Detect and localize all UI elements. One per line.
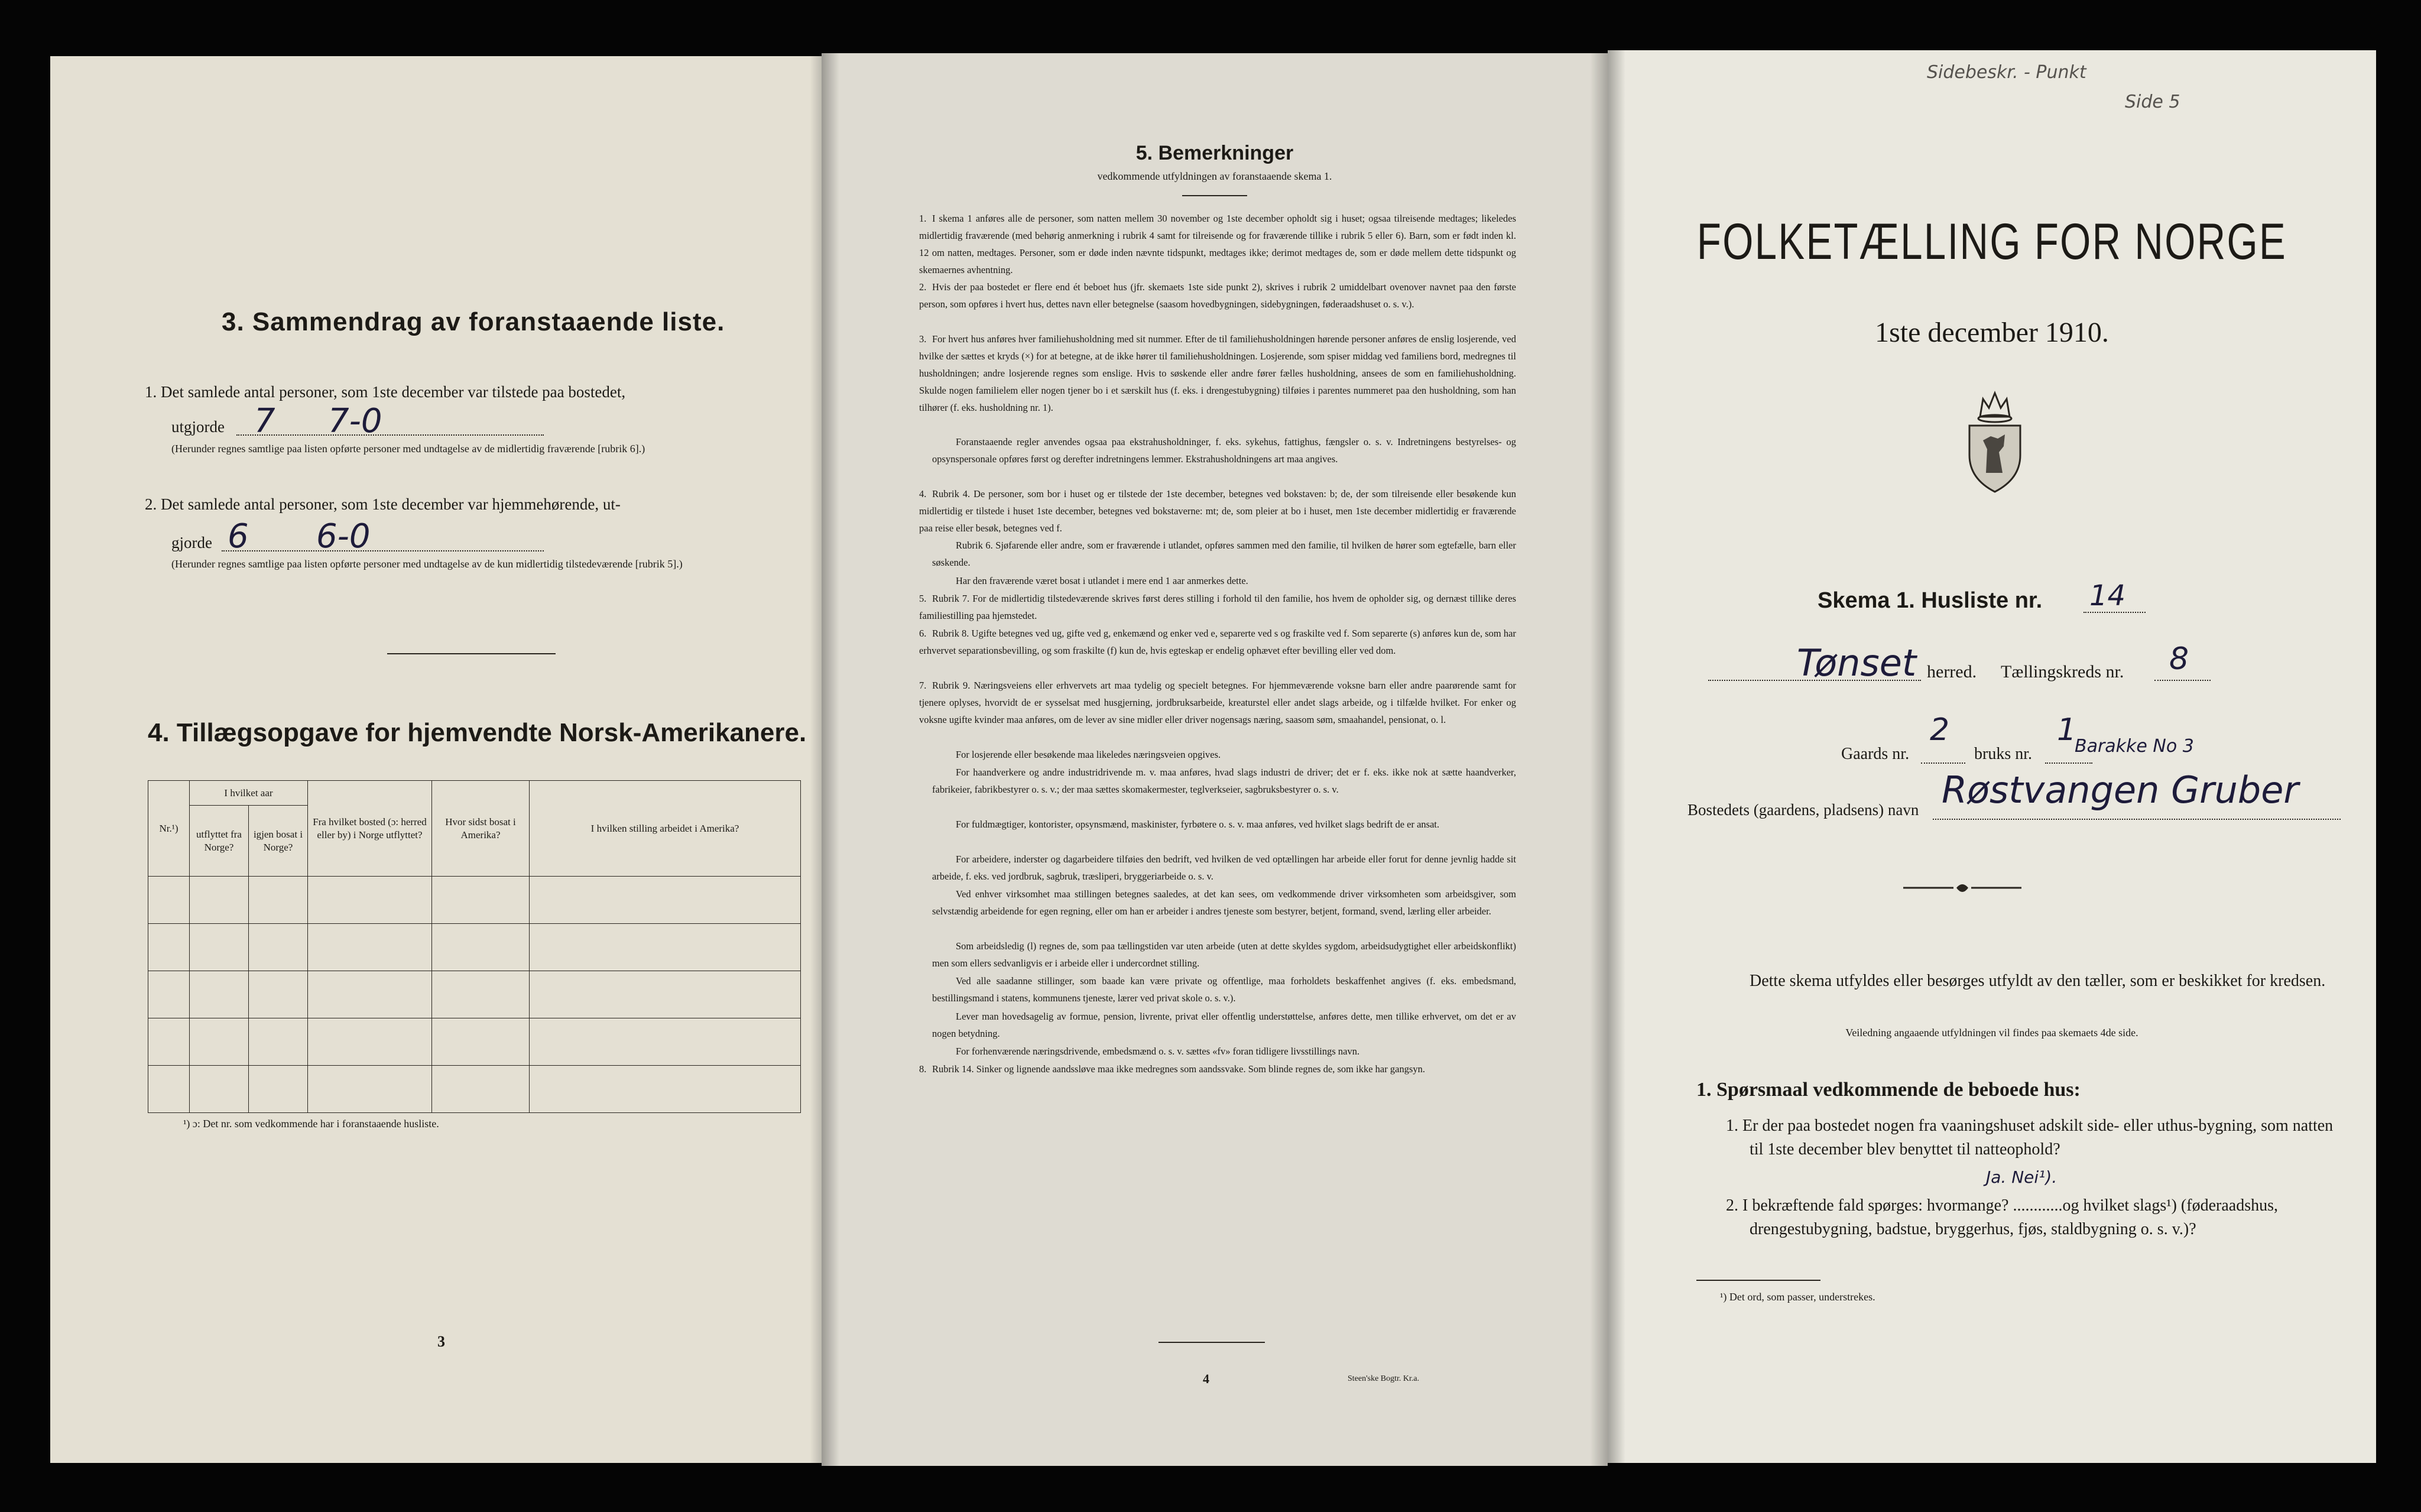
remark-text: Hvis der paa bostedet er flere end ét beboet hus (jfr. skemaets 1ste side punkt 2), skrives i rubrik 2 umiddelbart ovenover navnet paa den første person, som opføres i hvert hus, dettes navn eller betegnelse (saasom hovedbygningen, sidebygningen, føderaadshuset o. s. v.). xyxy=(919,281,1516,310)
question-2: 2. I bekræftende fald spørges: hvormange? ............og hvilket slags¹) (føderaadshus, drengestubygning, badstue, bryggerhus, fjøs, staldbygning o. s. v.)? xyxy=(1726,1196,2278,1238)
remark-number: 5. xyxy=(919,593,927,605)
remark-paragraph xyxy=(919,278,1516,313)
remark-paragraph xyxy=(919,746,1516,763)
kreds-label: Tællingskreds nr. xyxy=(2001,662,2124,682)
remark-paragraph xyxy=(919,625,1516,659)
col-utflyttet: utflyttet fra Norge? xyxy=(190,806,249,877)
form-title: FOLKETÆLLING FOR NORGE xyxy=(1696,213,2287,270)
summary-item-2-note: (Herunder regnes samtlige paa listen opførte personer med undtagelse av de kun midlertidig tilstedeværende [rubrik 5].) xyxy=(171,558,683,570)
remark-paragraph xyxy=(919,677,1516,728)
remark-paragraph xyxy=(919,572,1516,589)
remark-text: Rubrik 7. For de midlertidig tilstedeværende skrives først deres stilling i forhold til den familie, hos hvem de opholder sig, og dernæst tillike deres familiestilling paa hjemstedet. xyxy=(919,593,1516,622)
col-stilling: I hvilken stilling arbeidet i Amerika? xyxy=(530,781,801,877)
questions-heading: 1. Spørsmaal vedkommende de beboede hus: xyxy=(1696,1079,2081,1101)
remark-text: For arbeidere, inderster og dagarbeidere tilføies den bedrift, ved hvilken de ved optællingen har arbeide eller forut for denne jevnlig hadde sit arbeide, f. eks. ved jordbruk, sagbruk, træsliperi, bryggeriarbeide o. s. v. xyxy=(932,854,1516,882)
remark-paragraph xyxy=(919,1060,1516,1078)
remark-paragraph xyxy=(919,330,1516,416)
page-middle xyxy=(822,53,1608,1466)
summary-item-1-label: utgjorde xyxy=(171,418,225,436)
fold-shadow-left xyxy=(822,53,839,1466)
page-number-4: 4 xyxy=(1203,1371,1209,1386)
gaards-value: 2 xyxy=(1930,712,1950,748)
herred-value: Tønset xyxy=(1797,641,1917,684)
summary-item-2: 2. Det samlede antal personer, som 1ste december var hjemmehørende, ut- xyxy=(145,495,621,513)
summary-item-1: 1. Det samlede antal personer, som 1ste december var tilstede paa bostedet, xyxy=(145,383,626,401)
remark-text: Rubrik 6. Sjøfarende eller andre, som er fraværende i utlandet, opføres sammen med den familie, til hvilken de hører som egtefælle, barn eller søskende. xyxy=(932,540,1516,569)
kreds-value: 8 xyxy=(2169,641,2189,677)
remark-number: 7. xyxy=(919,680,927,692)
remark-text: For fuldmægtiger, kontorister, opsynsmænd, maskinister, fyrbøtere o. s. v. maa anføres, ved hvilket slags bedrift de er ansat. xyxy=(956,819,1440,830)
remark-paragraph xyxy=(919,885,1516,920)
remark-paragraph xyxy=(919,1008,1516,1042)
gaards-label: Gaards nr. xyxy=(1841,745,1910,763)
col-igjen: igjen bosat i Norge? xyxy=(249,806,308,877)
answer-2-value: 6 xyxy=(228,517,249,556)
remark-text: Ved enhver virksomhet maa stillingen betegnes saaledes, at det kan sees, om vedkommende driver virksomheten som arbeidsgiver, som selvstændig arbeidende for egen regning, eller om han er arbeider i andres tjeneste som bestyrer, betjent, formand, svend, lærling eller arbeider. xyxy=(932,888,1516,917)
bosted-value: Røstvangen Gruber xyxy=(1942,768,2299,812)
table-row xyxy=(148,877,801,924)
table-row xyxy=(148,1018,801,1066)
table-row xyxy=(148,971,801,1018)
kreds-line xyxy=(2154,680,2211,681)
bruks-value: 1 xyxy=(2057,712,2077,748)
remark-text: Rubrik 9. Næringsveiens eller erhvervets art maa tydelig og specielt betegnes. For hjemmeværende voksne barn eller andre paarørende samt for tjenere oplyses, hvorvidt de er sysselsat med husgjerning, jordbruksarbeide, kreaturstel eller andet slags arbeide, og i tilfælde hvilket. For enker og voksne ugifte kvinder maa anføres, om de lever av sine midler eller driver nogensags næring, saasom søm, smaahandel, pensionat, o. l. xyxy=(919,680,1516,726)
col-group-aar: I hvilket aar xyxy=(190,781,308,806)
bosted-label: Bostedets (gaardens, pladsens) navn xyxy=(1687,801,1919,819)
col-sidst: Hvor sidst bosat i Amerika? xyxy=(432,781,530,877)
herred-label: herred. xyxy=(1927,662,1977,682)
norsk-amerikanere-table xyxy=(148,780,801,1113)
remark-text: For haandverkere og andre industridrivende m. v. maa anføres, hvad slags industri de driver; det er f. eks. ikke nok at sætte haandverker, fabrikeier, fabrikbestyrer o. s. v.; der maa sættes skomakermester, teglverkseier, sagbruksbestyrer o. s. v. xyxy=(932,767,1516,796)
instruction-text: Dette skema utfyldes eller besørges utfyldt av den tæller, som er beskikket for kredsen. xyxy=(1750,972,2326,990)
remark-number: 8. xyxy=(919,1063,927,1075)
instruction-note: Veiledning angaaende utfyldningen vil findes paa skemaets 4de side. xyxy=(1845,1027,2138,1039)
husliste-nr-value: 14 xyxy=(2089,579,2126,612)
remark-text: For forhenværende næringsdrivende, embedsmænd o. s. v. sættes «fv» foran tidligere livsstillings navn. xyxy=(956,1045,1360,1057)
table-row xyxy=(148,924,801,971)
remarks-title: 5. Bemerkninger xyxy=(1135,142,1294,164)
ornament-divider-icon xyxy=(1903,881,2021,898)
page-number-3: 3 xyxy=(437,1333,445,1350)
remark-number: 4. xyxy=(919,488,927,499)
remark-number: 1. xyxy=(919,213,927,224)
col-bosted: Fra hvilket bosted (ɔ: herred eller by) i Norge utflyttet? xyxy=(308,781,432,877)
remark-text: I skema 1 anføres alle de personer, som natten mellem 30 november og 1ste december opholdt sig i huset; ogsaa tilreisende medtages; likeledes midlertidig fraværende (med behørig anmerkning i rubrik 4 samt for tilreisende og for fraværende tillike i rubrik 5 eller 6). Barn, som er født inden kl. 12 om natten, medtages. Personer, som er døde inden nævnte tidspunkt, medtages ikke; derimot medtages de, som er døde mellem dette tidspunkt og skemaernes avhentning. xyxy=(919,213,1516,275)
remark-paragraph xyxy=(919,433,1516,468)
form-date: 1ste december 1910. xyxy=(1875,317,2109,348)
question-1-answer: Ja. Nei¹). xyxy=(1986,1167,2057,1187)
remark-paragraph xyxy=(919,764,1516,798)
end-rule xyxy=(1158,1342,1265,1343)
remark-paragraph xyxy=(919,816,1516,833)
table-row xyxy=(148,1066,801,1113)
remark-paragraph xyxy=(919,210,1516,278)
section4-title: 4. Tillægsopgave for hjemvendte Norsk-Amerikanere. xyxy=(148,718,807,747)
answer-1-value-2: 7-0 xyxy=(328,402,382,440)
remark-text: Foranstaaende regler anvendes ogsaa paa ekstrahusholdninger, f. eks. sykehus, fattighus, fængsler o. s. v. Indretningens bestyrelses- og opsynspersonale opføres først og derefter indretningens lemmer. Ekstrahusholdningens art maa angives. xyxy=(932,436,1516,465)
fold-shadow-left xyxy=(1608,50,1625,1463)
subtitle-rule xyxy=(1182,195,1247,196)
remark-text: Som arbeidsledig (l) regnes de, som paa tællingstiden var uten arbeide (uten at dette skyldes sygdom, arbeidsudygtighet eller arbeidskonflikt) men som ellers sedvanligvis er i arbeide eller i undercordnet stilling. xyxy=(932,940,1516,969)
answer-line-1 xyxy=(236,434,544,436)
remark-paragraph xyxy=(919,485,1516,537)
answer-2-value-2: 6-0 xyxy=(316,517,371,556)
summary-item-1-note: (Herunder regnes samtlige paa listen opførte personer med undtagelse av de midlertidig fraværende [rubrik 6].) xyxy=(171,443,645,455)
remark-paragraph xyxy=(919,1043,1516,1060)
remark-text: Rubrik 14. Sinker og lignende aandssløve maa ikke medregnes som aandssvake. Som blinde regnes de, som ikke har gangsyn. xyxy=(932,1063,1425,1075)
remark-paragraph xyxy=(919,937,1516,972)
bosted-line xyxy=(1933,819,2341,820)
remark-text: Rubrik 4. De personer, som bor i huset og er tilstede der 1ste december, betegnes ved bokstaven: b; de, der som tilreisende eller besøkende kun midlertidig er tilstede i huset 1ste december, betegnes ved bokstaverne: mt; de, som pleier at bo i huset, men 1ste december midlertidig er fraværende paa reise eller besøk, betegnes ved f. xyxy=(919,488,1516,534)
remark-number: 2. xyxy=(919,281,927,293)
remark-number: 3. xyxy=(919,333,927,345)
remark-text: Rubrik 8. Ugifte betegnes ved ug, gifte ved g, enkemænd og enker ved e, separerte ved s og fraskilte ved f. Som separerte (s) anføres kun de, som har erhvervet separationsbevilling, og som fraskilte (f) kun de, hvis egteskap er endelig ophævet efter bevilling eller ved dom. xyxy=(919,628,1516,657)
divider xyxy=(387,653,556,654)
remark-text: Ved alle saadanne stillinger, som baade kan være private og offentlige, maa forholdets beskaffenhet angives (f. eks. embedsmand, bestillingsmand i statens, kommunens tjeneste, lærer ved privat skole o. s. v.). xyxy=(932,975,1516,1004)
schema-label: Skema 1. Husliste nr. xyxy=(1818,588,2043,613)
section3-title: 3. Sammendrag av foranstaaende liste. xyxy=(222,307,725,336)
fold-shadow-right xyxy=(1590,53,1608,1466)
gaards-line xyxy=(1921,763,1965,764)
table-footnote: ¹) ɔ: Det nr. som vedkommende har i foranstaaende husliste. xyxy=(183,1118,439,1130)
bruks-line xyxy=(2045,763,2092,764)
remark-text: Har den fraværende været bosat i utlandet i mere end 1 aar anmerkes dette. xyxy=(956,575,1248,586)
answer-line-2 xyxy=(222,550,544,551)
printer-mark: Steen'ske Bogtr. Kr.a. xyxy=(1348,1374,1420,1383)
page-left xyxy=(50,56,827,1463)
remark-text: For hvert hus anføres hver familiehusholdning med sit nummer. Efter de til familiehusholdningen hørende personer anføres de enslig losjerende, ved hvilke der sættes et kryds (×) for at betegne, at de ikke hører til familiehusholdningen. Losjerende, som spiser middag ved familiens bord, medregnes til husholdningen; andre losjerende regnes som enslige. Hvis to søskende eller andre fører fælles husholdning, ansees de som en familiehusholdning. Skulde nogen familielem eller nogen tjener bo i et særskilt hus (f. eks. i drengestubygning) tilføies i parentes nummeret paa den husholdning, som han tilhører (f. eks. husholdning nr. 1). xyxy=(919,333,1516,414)
norwegian-coat-of-arms-icon xyxy=(1962,390,2027,494)
bosted-value-top: Barakke No 3 xyxy=(2075,736,2194,757)
col-nr: Nr.¹) xyxy=(148,781,190,877)
remark-paragraph xyxy=(919,537,1516,571)
remark-paragraph xyxy=(919,851,1516,885)
question-1: 1. Er der paa bostedet nogen fra vaaningshuset adskilt side- eller uthus-bygning, som natten til 1ste december blev benyttet til natteophold? xyxy=(1726,1117,2334,1159)
remark-text: For losjerende eller besøkende maa likeledes næringsveien opgives. xyxy=(956,748,1221,760)
remarks-subtitle: vedkommende utfyldningen av foranstaaende skema 1. xyxy=(1097,170,1332,182)
page-right xyxy=(1608,50,2376,1463)
remark-number: 6. xyxy=(919,628,927,640)
remark-paragraph xyxy=(919,590,1516,624)
summary-item-2-label: gjorde xyxy=(171,534,212,551)
right-footnote: ¹) Det ord, som passer, understrekes. xyxy=(1720,1291,1875,1303)
footnote-rule xyxy=(1696,1280,1820,1281)
answer-1-value: 7 xyxy=(254,402,275,440)
remark-text: Lever man hovedsagelig av formue, pension, livrente, privat eller offentlig understøttelse, anføres dette, men tillike erhvervet, om det er av nogen betydning. xyxy=(932,1010,1516,1039)
pencil-note-page: Side 5 xyxy=(2125,92,2180,112)
remark-paragraph xyxy=(919,972,1516,1007)
pencil-note-top: Sidebeskr. - Punkt xyxy=(1927,62,2086,83)
bruks-label: bruks nr. xyxy=(1974,745,2032,763)
